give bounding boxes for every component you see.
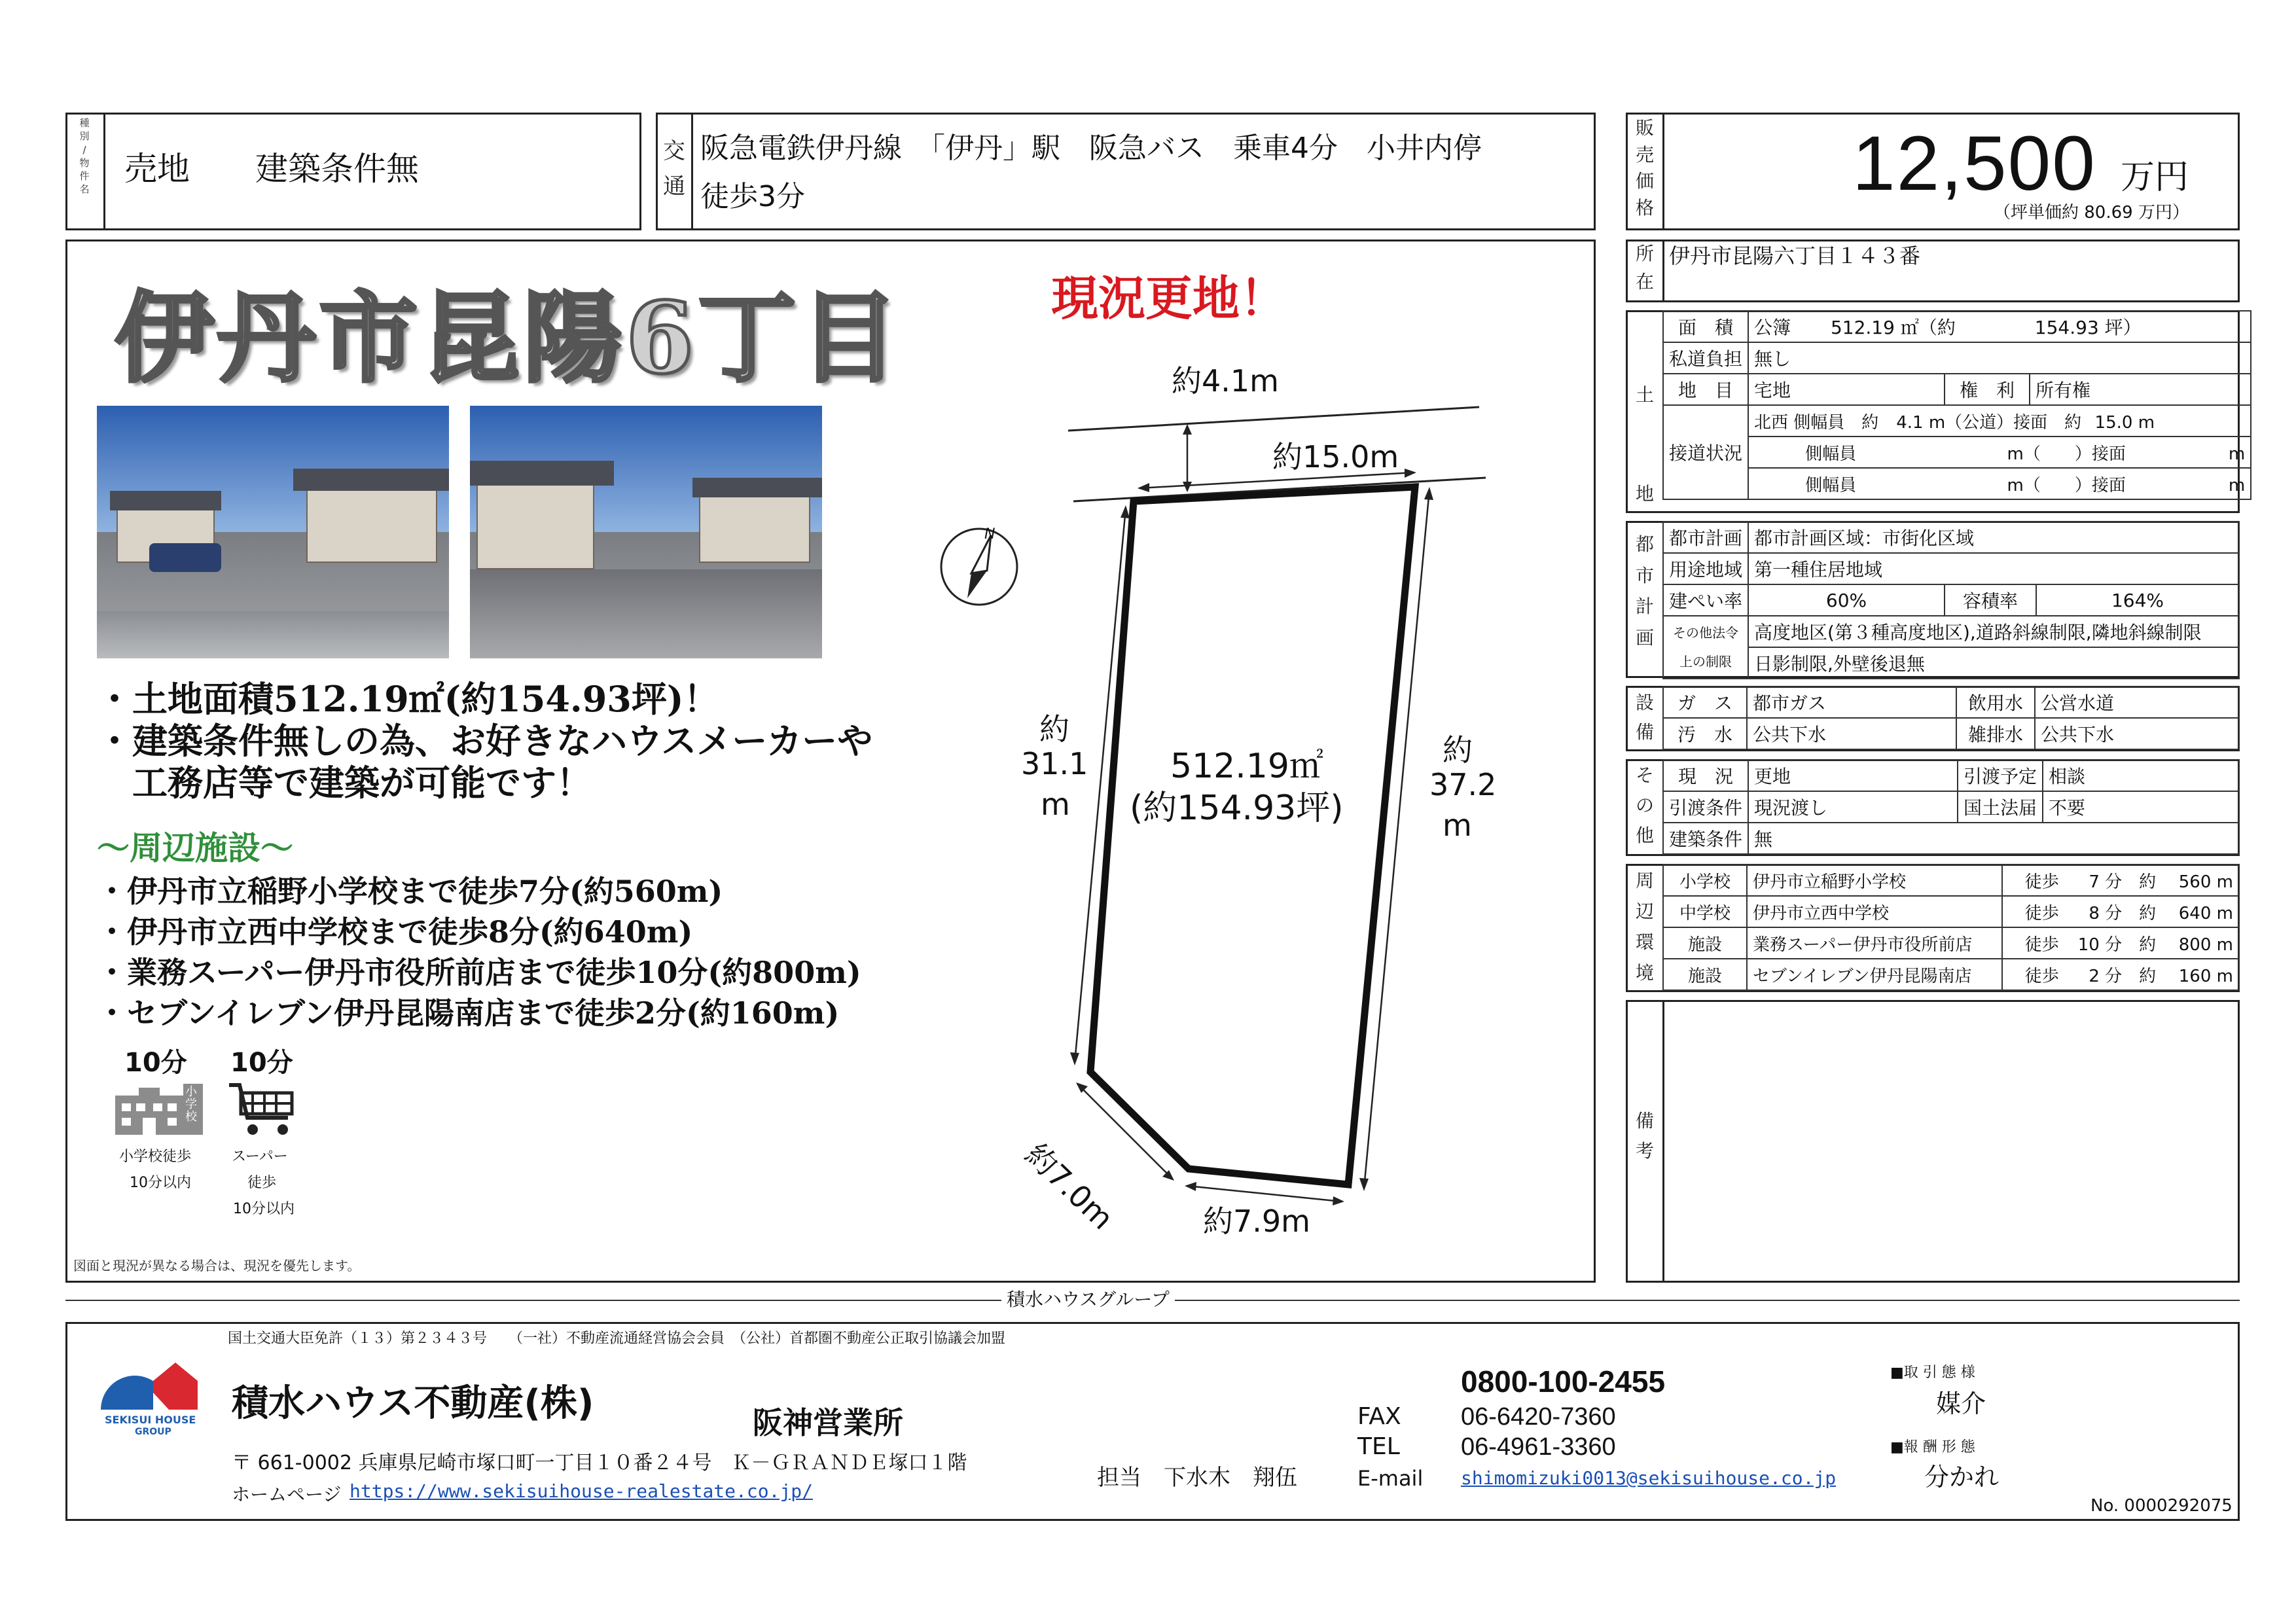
other-table [1662,759,2240,855]
feature-line-1: ・土地面積512.19㎡(約154.93坪)！ [97,678,719,720]
location-label: 所 在 [1635,243,1654,293]
facility-table [1662,686,2240,750]
env-min: 8 [2089,903,2100,923]
private-road-value: 無し [1748,342,2251,374]
bottom-left-label: 約7.0m [1018,1136,1121,1237]
other-law-value-2: 日影制限,外壁後退無 [1748,647,2239,679]
env-unit: 分 約 [2105,903,2157,923]
building-cond-value: 無 [1748,823,2239,854]
super-caption-1: スーパー [232,1149,288,1165]
price-label: 販 売 価 格 [1635,117,1654,219]
road-label: 接道状況 [1663,405,1748,499]
far-label: 容積率 [1945,584,2036,616]
delivery-date-value: 相談 [2043,760,2239,791]
land-table [1662,310,2251,500]
deal-value: 媒介 [1936,1389,1986,1418]
type-label-divider [103,113,105,230]
road-3 [1748,468,2251,499]
area-row [1748,311,2251,342]
land-label: 土 地 [1635,384,1654,505]
disclaimer-note: 図面と現況が異なる場合は、現況を優先します。 [73,1258,361,1274]
far-value: 164% [2036,584,2239,616]
transport-line1: 阪急電鉄伊丹線 「伊丹」駅 阪急バス 乗車4分 小井内停 [700,132,1482,165]
env-dist: 800 [2178,935,2212,955]
other-law-label-1: その他法令 [1673,625,1738,641]
env-min: 2 [2089,966,2100,986]
road-1-side: 側幅員 約 [1793,412,1879,433]
north-label: N [984,526,996,543]
road-3-unit: m（ ）接面 [2007,475,2126,495]
facility-label: 設 備 [1635,692,1654,743]
city-table [1662,521,2240,679]
super-caption-3: 10分以内 [233,1201,295,1217]
env-row [1663,865,2239,896]
road-3-m: m [2228,475,2246,495]
city-label: 都 市 計 画 [1635,533,1654,649]
homepage-label: ホームページ [232,1484,342,1505]
left-side-label-3: m [1041,787,1070,822]
road-1-m: m [2138,412,2155,433]
location-divider [1662,240,1664,302]
license-text: 国土交通大臣免許（１３）第２３４３号 （一社）不動産流通経営協会会員 （公社）首都圏不動産公正取引協議会加盟 [228,1330,1006,1347]
env-distance [2002,959,2239,990]
free-dial: 0800-100-2455 [1461,1364,1666,1399]
national-law-value: 不要 [2043,791,2239,823]
misc-water-value: 公共下水 [2035,718,2239,749]
feature-line-3: 工務店等で建築が可能です！ [97,762,592,804]
remarks-box [1626,1000,2240,1283]
bcr-label: 建ぺい率 [1663,584,1748,616]
transport-label-divider [691,113,693,230]
zone-label: 用途地域 [1663,553,1748,584]
env-dist: 160 [2178,966,2212,986]
env-name: 伊丹市立稲野小学校 [1747,865,2002,896]
facilities-heading: ～周辺施設～ [97,829,293,867]
facility-line-3: ・業務スーパー伊丹市役所前店まで徒歩10分(約800m) [97,955,861,990]
price-label-divider [1662,113,1664,230]
env-name: セブンイレブン伊丹昆陽南店 [1747,959,2002,990]
transport-line2: 徒歩3分 [700,180,805,213]
env-distance [2002,927,2239,959]
delivery-cond-value: 現況渡し [1748,791,1958,823]
env-unit: 分 約 [2105,872,2157,892]
sewer-label: 汚 水 [1663,718,1747,749]
area-label: 面 積 [1663,311,1748,342]
remarks-label: 備 考 [1635,1110,1654,1162]
cart-icon [226,1080,300,1143]
env-m: m [2216,935,2233,955]
env-m: m [2216,903,2233,923]
env-name: 業務スーパー伊丹市役所前店 [1747,927,2002,959]
env-table [1662,864,2240,991]
road-2-m: m [2228,444,2246,464]
road-3-side: 側幅員 [1805,475,1857,495]
env-m: m [2216,966,2233,986]
private-road-label: 私道負担 [1663,342,1748,374]
env-distance [2002,865,2239,896]
email-link[interactable]: shimomizuki0013@sekisuihouse.co.jp [1461,1467,1837,1489]
site-photo-2 [470,406,822,658]
type-value: 売地 建築条件無 [124,150,419,188]
document-number: No. 0000292075 [2090,1496,2233,1516]
building-cond-label: 建築条件 [1663,823,1748,854]
company-logo-icon [97,1355,202,1410]
water-label: 飲用水 [1956,687,2035,718]
env-name: 伊丹市立西中学校 [1747,896,2002,927]
road-1-width: 4.1 [1896,412,1924,433]
road-1-unit: m（公道）接面 約 [1928,412,2082,433]
env-type: 施設 [1663,927,1747,959]
area-type: 公簿 [1754,317,1791,338]
national-law-label: 国土法届 [1958,791,2043,823]
zone-value: 第一種住居地域 [1748,553,2239,584]
env-min: 7 [2089,872,2100,892]
env-walk: 徒歩 [2024,872,2059,892]
tel-label: TEL [1357,1433,1400,1460]
misc-water-label: 雑排水 [1956,718,2035,749]
env-row [1663,959,2239,990]
delivery-date-label: 引渡予定 [1958,760,2043,791]
delivery-cond-label: 引渡条件 [1663,791,1748,823]
transport-label: 交 通 [663,138,685,200]
other-law-label-2: 上の制限 [1679,654,1732,669]
env-walk: 徒歩 [2024,903,2059,923]
remarks-divider [1662,1000,1664,1283]
location-value: 伊丹市昆陽六丁目１４３番 [1669,243,1921,268]
env-unit: 分 約 [2105,966,2157,986]
super-minutes: 10分 [230,1048,293,1078]
env-type: 小学校 [1663,865,1747,896]
address: 〒 661-0002 兵庫県尼崎市塚口町一丁目１０番２４号 Ｋ－ＧＲＡＮＤＥ塚口１階 [232,1452,967,1474]
price-value: 12,500 [1852,120,2096,207]
road-width-label: 約4.1m [1172,363,1279,399]
facility-line-4: ・セブンイレブン伊丹昆陽南店まで徒歩2分(約160m) [97,995,840,1031]
area-label-1: 512.19㎡ [1170,747,1323,786]
area-tsubo: 154.93 [2034,317,2099,338]
category-label: 地 目 [1663,374,1748,405]
logo-text-1: SEKISUI HOUSE [105,1414,196,1426]
bottom-side-label: 約7.9m [1203,1204,1310,1239]
facility-line-2: ・伊丹市立西中学校まで徒歩8分(約640m) [97,914,693,950]
env-distance [2002,896,2239,927]
env-walk: 徒歩 [2024,966,2059,986]
left-side-label-1: 約 [1039,711,1069,747]
price-per-tsubo: （坪単価約 80.69 万円） [1994,203,2189,223]
fax-number: 06-6420-7360 [1461,1403,1616,1431]
other-label: そ の 他 [1635,764,1654,847]
plan-value: 都市計画区域：市街化区域 [1748,522,2239,553]
water-value: 公営水道 [2035,687,2239,718]
branch-name: 阪神営業所 [753,1405,903,1440]
deal-label: ■取 引 態 様 [1890,1364,1975,1381]
status-label: 現 況 [1663,760,1748,791]
left-side-label-2: 31.1 [1021,746,1088,781]
env-dist: 560 [2178,872,2212,892]
area-title: 伊丹市昆陽6丁目 [115,281,903,396]
road-2-side: 側幅員 [1805,444,1857,464]
env-dist: 640 [2178,903,2212,923]
env-row [1663,896,2239,927]
fee-label: ■報 酬 形 態 [1890,1439,1975,1455]
right-side-label-3: m [1443,808,1472,843]
north-arrow-icon [933,521,1025,613]
road-2 [1748,437,2251,468]
price-unit: 万円 [2121,158,2189,197]
bcr-value: 60% [1748,584,1945,616]
road-1-frontage: 15.0 [2094,412,2133,433]
other-law-label [1663,616,1748,679]
rights-value: 所有権 [2030,374,2251,405]
gas-label: ガ ス [1663,687,1747,718]
school-badge: 小学校 [185,1085,197,1124]
env-type: 施設 [1663,959,1747,990]
sewer-value: 公共下水 [1747,718,1956,749]
road-1 [1748,405,2251,437]
top-side-label: 約15.0m [1272,439,1399,474]
plan-label: 都市計画 [1663,522,1748,553]
env-label: 周 辺 環 境 [1635,870,1654,984]
other-law-value-1: 高度地区(第３種高度地区),道路斜線制限,隣地斜線制限 [1748,616,2239,647]
gas-value: 都市ガス [1747,687,1956,718]
status-value: 更地 [1748,760,1958,791]
env-walk: 徒歩 [2024,935,2059,955]
vacant-land-banner: 現況更地！ [1051,270,1287,326]
right-side-label-2: 37.2 [1429,767,1497,802]
type-label: 種 別 / 物 件 名 [79,117,90,196]
email-label: E-mail [1357,1466,1424,1491]
env-type: 中学校 [1663,896,1747,927]
area-tsubo-unit: 坪） [2104,317,2142,338]
rights-label: 権 利 [1945,374,2030,405]
fee-value: 分かれ [1924,1463,2000,1491]
area-unit: ㎡（約 [1900,317,1956,338]
super-caption-2: 徒歩 [247,1175,277,1191]
school-caption-1: 小学校徒歩 [119,1149,192,1165]
road-1-dir: 北西 [1754,412,1789,433]
school-minutes: 10分 [124,1048,187,1078]
area-label-2: (約154.93坪) [1130,789,1344,828]
road-2-unit: m（ ）接面 [2007,444,2126,464]
feature-line-2: ・建築条件無しの為、お好きなハウスメーカーや [97,720,873,762]
facility-line-1: ・伊丹市立稲野小学校まで徒歩7分(約560m) [97,874,723,909]
company-name: 積水ハウス不動産(株) [232,1382,594,1425]
school-caption-2: 10分以内 [130,1175,191,1191]
site-photo-1 [97,406,449,658]
env-unit: 分 約 [2105,935,2157,955]
category-value: 宅地 [1748,374,1945,405]
env-min: 10 [2077,935,2100,955]
area-sqm: 512.19 [1830,317,1895,338]
logo-text-2: GROUP [135,1427,171,1437]
tel-number: 06-4961-3360 [1461,1433,1616,1461]
homepage-link[interactable]: https://www.sekisuihouse-realestate.co.jp/ [350,1480,814,1502]
group-label: 積水ハウスグループ [1001,1285,1175,1311]
right-side-label-1: 約 [1443,732,1473,768]
env-m: m [2216,872,2233,892]
staff: 担当 下水木 翔伍 [1097,1465,1297,1491]
fax-label: FAX [1357,1403,1401,1430]
env-row [1663,927,2239,959]
